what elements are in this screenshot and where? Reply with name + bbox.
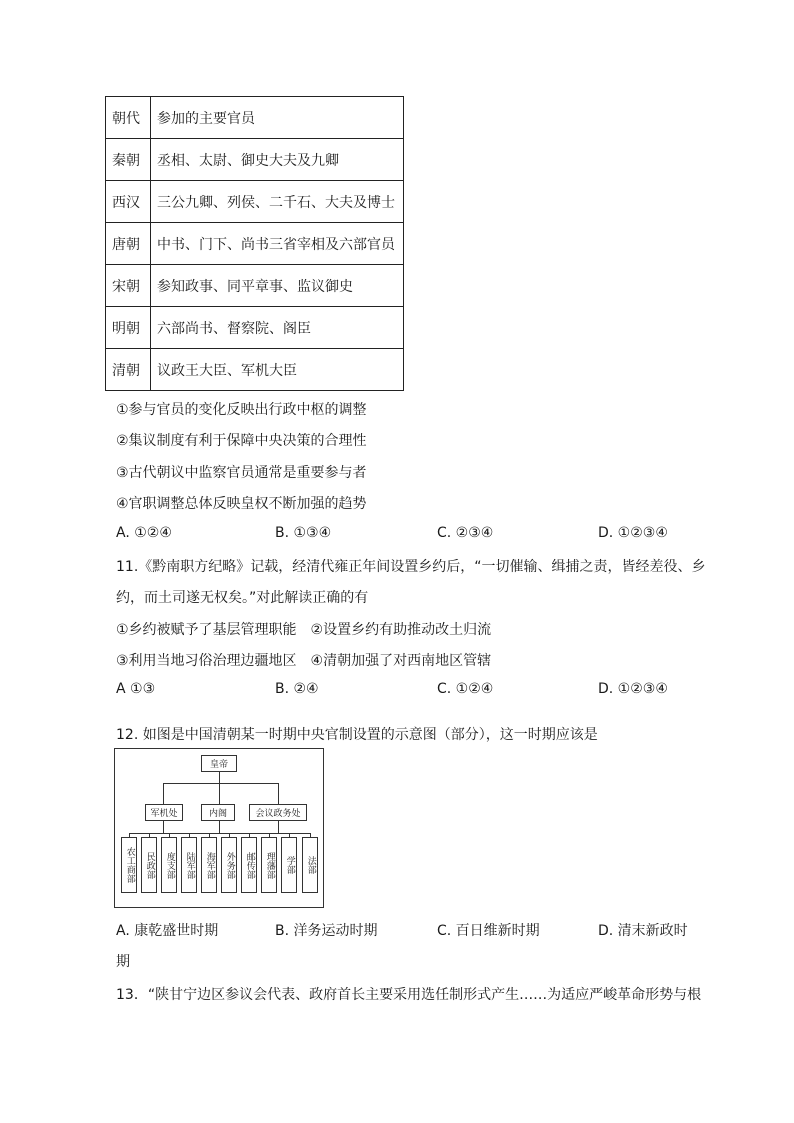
q10-statement: ④官职调整总体反映皇权不断加强的趋势 bbox=[116, 496, 367, 512]
q11-option-b[interactable]: B. ②④ bbox=[275, 681, 319, 697]
q11-stem-line1: 11.《黔南职方纪略》记载，经清代雍正年间设置乡约后，“一切催输、缉捕之责，皆经差役、乡 bbox=[116, 559, 706, 575]
qing-official-system-diagram bbox=[114, 748, 324, 908]
table-cell: 宋朝 bbox=[106, 265, 151, 307]
grand-council-box: 军机处 bbox=[145, 804, 183, 821]
q10-option-d[interactable]: D. ①②③④ bbox=[598, 525, 668, 541]
table-cell: 六部尚书、督察院、阁臣 bbox=[151, 307, 404, 349]
q12-option-c[interactable]: C. 百日维新时期 bbox=[437, 923, 540, 939]
q10-option-c[interactable]: C. ②③④ bbox=[437, 525, 494, 541]
ministry-box: 理藩部 bbox=[261, 837, 277, 893]
ministry-box: 海军部 bbox=[201, 837, 217, 893]
table-cell: 唐朝 bbox=[106, 223, 151, 265]
ministry-box: 法部 bbox=[302, 837, 318, 893]
table-cell: 三公九卿、列侯、二千石、大夫及博士 bbox=[151, 181, 404, 223]
table-row bbox=[106, 265, 404, 307]
q11-stem-line2: 约，而土司遂无权矣。”对此解读正确的有 bbox=[116, 590, 369, 606]
table-header-cell: 朝代 bbox=[106, 97, 151, 139]
table-row bbox=[106, 181, 404, 223]
ministry-box: 学部 bbox=[281, 837, 297, 893]
table-cell: 清朝 bbox=[106, 349, 151, 391]
dynasty-officials-table bbox=[105, 96, 404, 391]
ministry-box: 邮传部 bbox=[241, 837, 257, 893]
q10-statement: ①参与官员的变化反映出行政中枢的调整 bbox=[116, 402, 367, 418]
q12-option-b[interactable]: B. 洋务运动时期 bbox=[275, 923, 378, 939]
q12-stem: 12. 如图是中国清朝某一时期中央官制设置的示意图（部分），这一时期应该是 bbox=[116, 727, 598, 743]
table-header-row bbox=[106, 97, 404, 139]
government-affairs-council-box: 会议政务处 bbox=[249, 804, 307, 821]
q10-option-a[interactable]: A. ①②④ bbox=[116, 525, 172, 541]
table-cell: 明朝 bbox=[106, 307, 151, 349]
table-row bbox=[106, 139, 404, 181]
q12-option-a[interactable]: A. 康乾盛世时期 bbox=[116, 923, 219, 939]
q11-option-d[interactable]: D. ①②③④ bbox=[598, 681, 668, 697]
table-row bbox=[106, 307, 404, 349]
ministry-box: 农工商部 bbox=[121, 837, 137, 893]
q10-statement: ③古代朝议中监察官员通常是重要参与者 bbox=[116, 465, 367, 481]
table-cell: 西汉 bbox=[106, 181, 151, 223]
table-cell: 秦朝 bbox=[106, 139, 151, 181]
q11-option-c[interactable]: C. ①②④ bbox=[437, 681, 494, 697]
q11-statements-row1: ①乡约被赋予了基层管理职能 ②设置乡约有助推动改土归流 bbox=[116, 622, 492, 638]
table-row bbox=[106, 349, 404, 391]
q12-option-d[interactable]: D. 清末新政时 bbox=[598, 923, 688, 939]
table-row bbox=[106, 223, 404, 265]
table-cell: 议政王大臣、军机大臣 bbox=[151, 349, 404, 391]
q11-option-a[interactable]: A ①③ bbox=[116, 681, 156, 697]
ministry-box: 陆军部 bbox=[181, 837, 197, 893]
table-header-cell: 参加的主要官员 bbox=[151, 97, 404, 139]
table-cell: 丞相、太尉、御史大夫及九卿 bbox=[151, 139, 404, 181]
q12-option-d-wrap: 期 bbox=[116, 954, 130, 970]
table-cell: 参知政事、同平章事、监议御史 bbox=[151, 265, 404, 307]
ministry-box: 民政部 bbox=[141, 837, 157, 893]
table-cell: 中书、门下、尚书三省宰相及六部官员 bbox=[151, 223, 404, 265]
q11-statements-row2: ③利用当地习俗治理边疆地区 ④清朝加强了对西南地区管辖 bbox=[116, 653, 492, 669]
q10-statement: ②集议制度有利于保障中央决策的合理性 bbox=[116, 433, 367, 449]
ministry-box: 外务部 bbox=[221, 837, 237, 893]
grand-secretariat-box: 内阁 bbox=[201, 804, 235, 821]
q10-option-b[interactable]: B. ①③④ bbox=[275, 525, 332, 541]
emperor-box: 皇帝 bbox=[201, 755, 237, 772]
q13-stem-line1: 13．“陕甘宁边区参议会代表、政府首长主要采用选任制形式产生……为适应严峻革命形势与根 bbox=[116, 987, 702, 1003]
ministry-box: 度支部 bbox=[161, 837, 177, 893]
